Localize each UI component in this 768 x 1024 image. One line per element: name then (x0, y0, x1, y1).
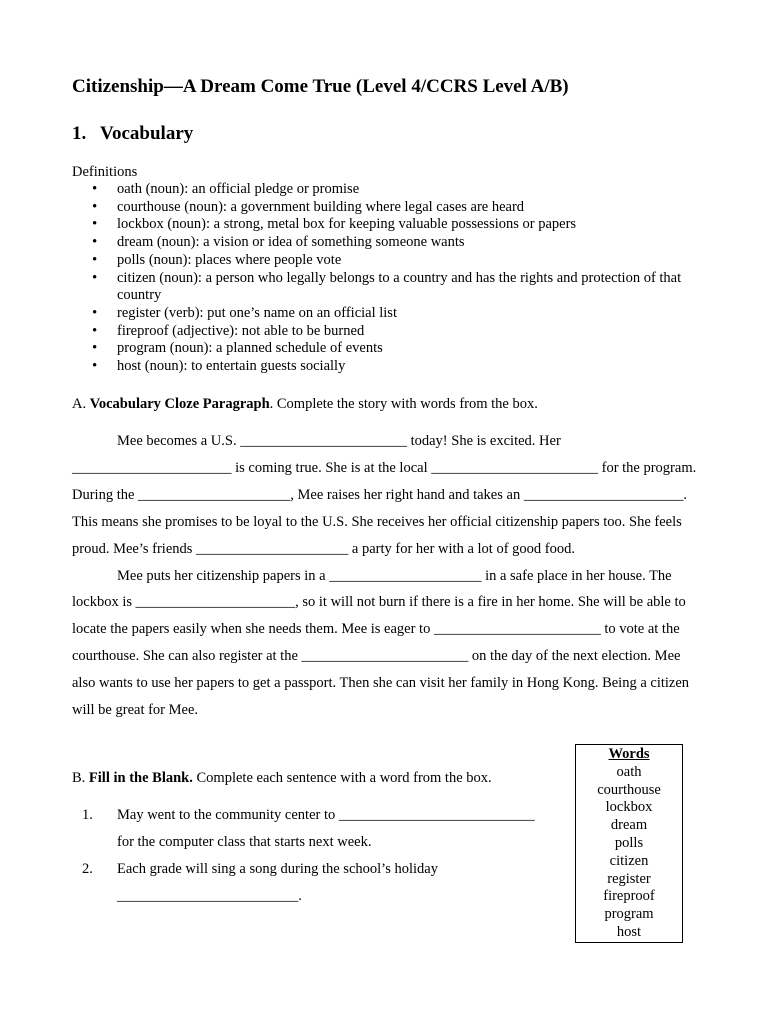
cloze-paragraphs (72, 428, 698, 724)
definition-item: • lockbox (noun): a strong, metal box for keeping valuable possessions or papers (72, 216, 692, 234)
part-b-text: Complete each sentence with a word from the box. (192, 770, 492, 786)
part-a-prefix: A. (72, 396, 90, 412)
definition-item: • citizen (noun): a person who legally belongs to a country and has the rights and protection of that country (72, 270, 692, 305)
definition-item: • polls (noun): places where people vote (72, 252, 692, 270)
word-box-word: citizen (609, 852, 649, 869)
part-b-title: Fill in the Blank. (88, 770, 193, 786)
word-box-word: courthouse (597, 781, 661, 798)
item-text: May went to the community center to ___________________________ for the computer class that starts next week. (117, 807, 535, 850)
fill-blank-item (72, 856, 552, 910)
definition-item: • courthouse (noun): a government building where legal cases are heard (72, 199, 692, 217)
word-box-word: host (616, 923, 642, 940)
part-a-instructions (72, 396, 538, 413)
word-box-header: Words (608, 746, 650, 762)
definition-item: • fireproof (adjective): not able to be burned (72, 323, 692, 341)
fill-blank-item (72, 802, 552, 856)
cloze-paragraph-2-text: Mee puts her citizenship papers in a _____________________ in a safe place in her house. The lockbox is ______________________, so it will not burn if there is a fire in her home. She will be able to locate the papers easily when she needs them. Mee is eager to _______________________ to vote at the courthouse. She can also register at the _______________________ on the day of the next election. Mee also wants to use her papers to get a passport. Then she can visit her family in Hong Kong. Being a citizen will be great for Mee. (72, 567, 690, 719)
definition-item: • program (noun): a planned schedule of events (72, 340, 692, 358)
cloze-paragraph-2 (72, 563, 698, 724)
word-box (575, 744, 683, 943)
section-heading (72, 123, 193, 145)
definition-item: • dream (noun): a vision or idea of something someone wants (72, 234, 692, 252)
cloze-paragraph-1 (72, 428, 698, 563)
definition-item: • oath (noun): an official pledge or promise (72, 181, 692, 199)
item-text: Each grade will sing a song during the school’s holiday _________________________. (117, 861, 438, 904)
definition-item: • register (verb): put one’s name on an official list (72, 305, 692, 323)
definitions-list (72, 181, 692, 376)
section-title: Vocabulary (100, 123, 194, 144)
item-number: 1. (82, 807, 93, 823)
definition-item: • host (noun): to entertain guests socially (72, 358, 692, 376)
section-number: 1. (72, 123, 87, 144)
page-title: Citizenship—A Dream Come True (Level 4/CCRS Level A/B) (72, 76, 569, 97)
word-box-word: dream (610, 817, 648, 834)
part-a-title: Vocabulary Cloze Paragraph (89, 396, 270, 412)
part-b-prefix: B. (72, 770, 89, 786)
word-box-word: fireproof (603, 888, 655, 905)
word-box-word: polls (614, 834, 644, 851)
definitions-label: Definitions (72, 164, 138, 180)
word-box-word: oath (616, 763, 642, 780)
cloze-paragraph-1-text: Mee becomes a U.S. _______________________ today! She is excited. Her ______________________ is coming true. She is at the local _______________________ for the program. During the _____________________, Mee raises her right hand and takes an ______________________. This means she promises to be loyal to the U.S. She receives her official citizenship papers too. She feels proud. Mee’s friends _____________________ a party for her with a lot of good food. (72, 433, 697, 557)
word-box-word: lockbox (605, 799, 653, 816)
word-box-word: program (604, 906, 654, 923)
part-b-instructions (72, 770, 492, 787)
part-a-text: . Complete the story with words from the box. (269, 396, 538, 412)
word-box-word: register (607, 870, 651, 887)
item-number: 2. (82, 861, 93, 877)
